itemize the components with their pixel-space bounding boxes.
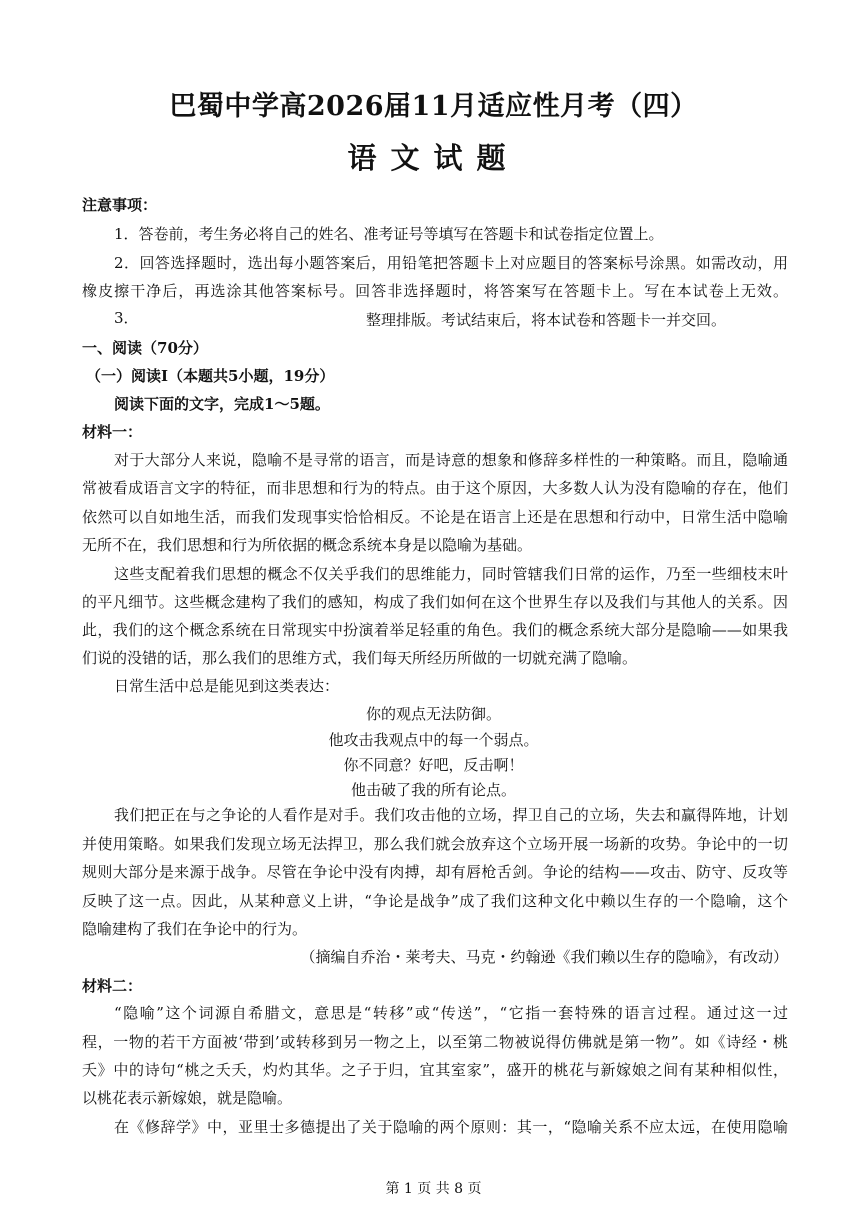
material-1-p2-line: 此，我们的这个概念系统在日常现实中扮演着举足轻重的角色。我们的概念系统大部分是隐喻——如果我: [82, 621, 788, 639]
page-number: 第 1 页 共 8 页: [385, 1181, 482, 1197]
material-1-p2-line: 这些支配着我们思想的概念不仅关乎我们的思维能力，同时管辖我们日常的运作，乃至一些细枝末叶: [114, 565, 788, 583]
example-sentence: 他攻击我观点中的每一个弱点。: [328, 731, 539, 749]
material-1-p2-line: 们说的没错的话，那么我们的思维方式，我们每天所经历所做的一切就充满了隐喻。: [82, 649, 638, 667]
material-1-label: 材料一：: [82, 423, 143, 441]
notes-item-1: 1．答卷前，考生务必将自己的姓名、准考证号等填写在答题卡和试卷指定位置上。: [114, 225, 664, 243]
material-1-p3: 日常生活中总是能见到这类表达：: [114, 677, 340, 695]
material-2-p1-line: 程，一物的若干方面被‘带到’或转移到另一物之上，以至第二物被说得仿佛就是第一物”。如《诗经・桃: [82, 1033, 788, 1051]
exam-subject-title: 语文试题: [347, 141, 520, 175]
section-part-1-heading: 一、阅读（70分）: [82, 339, 208, 357]
material-1-source: （摘编自乔治・莱考夫、马克・约翰逊《我们赖以生存的隐喻》，有改动）: [300, 948, 788, 966]
material-2-p1-line: 以桃花表示新嫁娘，就是隐喻。: [82, 1089, 293, 1107]
section-part-1-subheading: （一）阅读Ⅰ（本题共5小题，19分）: [86, 367, 335, 385]
example-sentence: 你的观点无法防御。: [365, 705, 501, 723]
notes-item-3-text: 整理排版。考试结束后，将本试卷和答题卡一并交回。: [366, 311, 727, 329]
notes-item-2-line-1: 2．回答选择题时，选出每小题答案后，用铅笔把答题卡上对应题目的答案标号涂黑。如需改动，用: [114, 254, 788, 272]
material-1-p1-line: 常被看成语言文字的特征，而非思想和行为的特点。由于这个原因，大多数人认为没有隐喻的存在，他们: [82, 479, 788, 497]
material-1-p4-line: 我们把正在与之争论的人看作是对手。我们攻击他的立场，捍卫自己的立场，失去和赢得阵地，计划: [114, 806, 788, 824]
example-sentence: 他击破了我的所有论点。: [350, 781, 516, 799]
material-1-p2-line: 的平凡细节。这些概念建构了我们的感知，构成了我们如何在这个世界生存以及我们与其他人的关系。因: [82, 593, 788, 611]
notes-item-3-number: 3．: [114, 309, 139, 327]
example-sentence: 你不同意？好吧，反击啊！: [343, 756, 524, 774]
material-2-p2-line: 在《修辞学》中，亚里士多德提出了关于隐喻的两个原则：其一，“隐喻关系不应太远，在使用隐喻: [114, 1118, 788, 1136]
material-2-label: 材料二：: [82, 977, 143, 995]
material-1-p1-line: 依然可以自如地生活，而我们发现事实恰恰相反。不论是在语言上还是在思想和行动中，日常生活中隐喻: [82, 508, 788, 526]
notes-item-2-line-2: 橡皮擦干净后，再选涂其他答案标号。回答非选择题时，将答案写在答题卡上。写在本试卷上无效。: [82, 282, 788, 300]
material-1-p4-line: 并使用策略。如果我们发现立场无法捍卫，那么我们就会放弃这个立场开展一场新的攻势。争论中的一切: [82, 835, 788, 853]
material-2-p1-line: 夭》中的诗句“桃之夭夭，灼灼其华。之子于归，宜其室家”，盛开的桃花与新嫁娘之间有某种相似性，: [82, 1061, 788, 1079]
exam-title: 巴蜀中学高2026届11月适应性月考（四）: [169, 91, 698, 122]
reading-instruction: 阅读下面的文字，完成1～5题。: [114, 395, 330, 413]
material-1-p1-line: 对于大部分人来说，隐喻不是寻常的语言，而是诗意的想象和修辞多样性的一种策略。而且，隐喻通: [114, 451, 788, 469]
material-1-p4-line: 反映了这一点。因此，从某种意义上讲，“争论是战争”成了我们这种文化中赖以生存的一个隐喻，这个: [82, 892, 788, 910]
material-2-p1-line: “隐喻”这个词源自希腊文，意思是“转移”或“传送”，“它指一套特殊的语言过程。通过这一过: [114, 1004, 788, 1022]
notes-heading: 注意事项：: [82, 196, 158, 214]
material-1-p1-line: 无所不在，我们思想和行为所依据的概念系统本身是以隐喻为基础。: [82, 536, 533, 554]
material-1-p4-line: 隐喻建构了我们在争论中的行为。: [82, 920, 308, 938]
material-1-p4-line: 规则大部分是来源于战争。尽管在争论中没有肉搏，却有唇枪舌剑。争论的结构——攻击、防守、反攻等: [82, 863, 788, 881]
